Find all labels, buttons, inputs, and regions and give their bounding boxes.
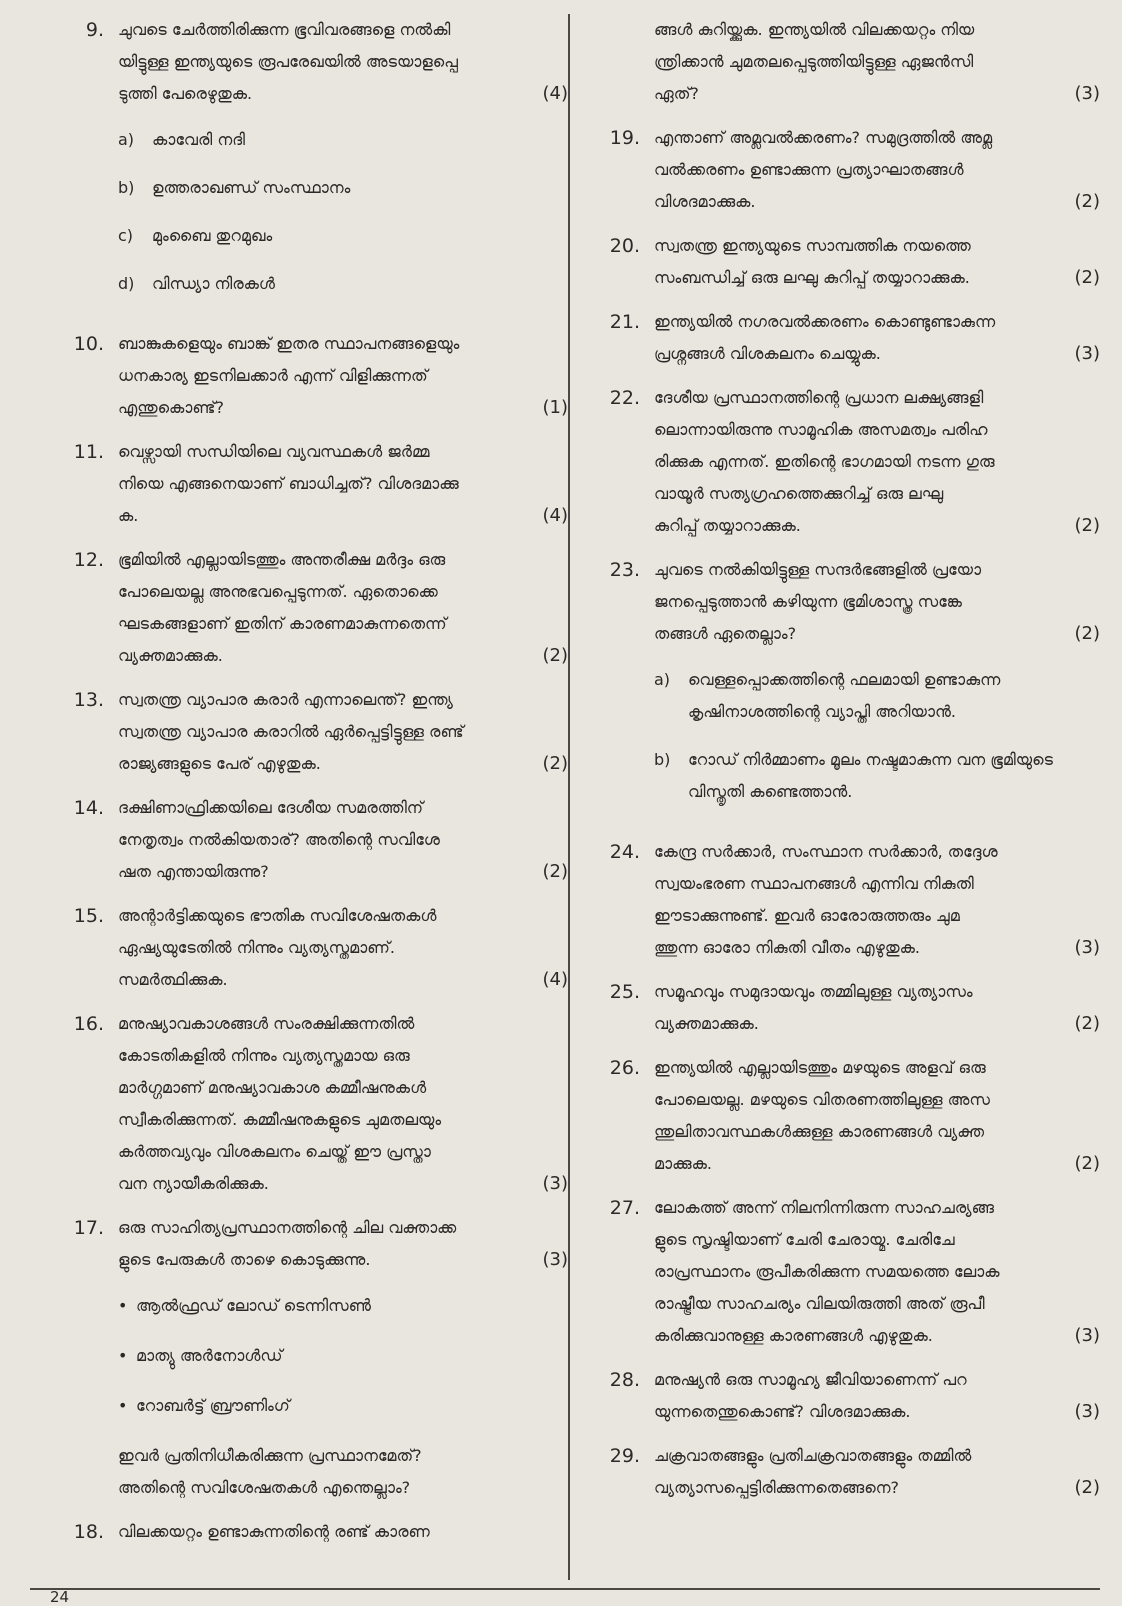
question-body [654, 306, 1100, 370]
bullet-item [118, 1290, 568, 1322]
question-line-text: പ്രശ്നങ്ങൾ വിശകലനം ചെയ്യുക. [654, 344, 881, 363]
question-line: ചുവടെ നൽകിയിട്ടുള്ള സന്ദർഭങ്ങളിൽ പ്രയോ [654, 560, 982, 579]
question-marks: (2) [542, 753, 568, 774]
question [604, 122, 1100, 218]
question-line [654, 1320, 1100, 1352]
question-line: ലൊന്നായിരുന്നു സാമൂഹിക അസമത്വം പരിഹ [654, 420, 988, 439]
question-number [604, 14, 654, 110]
question [604, 836, 1100, 964]
question-body [118, 792, 568, 888]
question-body [654, 554, 1100, 824]
question-line-text: ളുടെ പേരുകൾ താഴെ കൊടുക്കുന്നു. [118, 1250, 371, 1269]
page-number: 24 [50, 1588, 70, 1606]
sub-question-label: b) [118, 178, 135, 197]
sub-question-text: വിന്ധ്യാ നിരകൾ [152, 274, 275, 293]
question [604, 1192, 1100, 1352]
question-marks: (3) [542, 1249, 568, 1270]
bullet-item [118, 1340, 568, 1372]
question-line: ഇന്ത്യയിൽ എല്ലായിടത്തും മഴയുടെ അളവ് ഒരു [654, 1058, 986, 1077]
question-line [118, 500, 568, 532]
question-line [654, 1472, 1100, 1504]
question-line: ബാങ്കുകളെയും ബാങ്ക് ഇതര സ്ഥാപനങ്ങളെയും [118, 334, 460, 353]
question-marks: (4) [542, 969, 568, 990]
question-number: 27. [609, 1197, 640, 1219]
question-continuation [118, 1440, 568, 1504]
question-line-text: എന്തുകൊണ്ട്? [118, 398, 224, 417]
question-line: വെഴ്സായി സന്ധിയിലെ വ്യവസ്ഥകൾ ജർമ്മ [118, 442, 430, 461]
question [604, 14, 1100, 110]
question [604, 554, 1100, 824]
question-line: നേതൃത്വം നൽകിയതാര്? അതിന്റെ സവിശേ [118, 830, 440, 849]
question-line: ന്ത്രിക്കാൻ ചുമതലപ്പെടുത്തിയിട്ടുള്ള ഏജൻസി [654, 52, 974, 71]
bullet-text: മാത്യു അർനോൾഡ് [136, 1346, 283, 1365]
question-number: 10. [73, 333, 104, 355]
question-body [118, 14, 568, 316]
question-line [654, 932, 1100, 964]
question-line: അന്റാർട്ടിക്കയുടെ ഭൗതിക സവിശേഷതകൾ [118, 906, 437, 925]
question-line: ഭൂമിയിൽ എല്ലായിടത്തും അന്തരീക്ഷ മർദ്ദം ഒരു [118, 550, 446, 569]
question-line-text: ക. [118, 506, 139, 525]
bullet-dot-icon: • [118, 1396, 128, 1415]
question [68, 1212, 568, 1504]
question-line-text: സംബന്ധിച്ച് ഒരു ലഘു കുറിപ്പ് തയ്യാറാക്കുക. [654, 268, 970, 287]
question-number: 26. [609, 1057, 640, 1079]
question-line [654, 1396, 1100, 1428]
question [604, 230, 1100, 294]
question-body [654, 1192, 1100, 1352]
question-line-text: ടുത്തി പേരെഴുതുക. [118, 84, 253, 103]
question-line: കേന്ദ്ര സർക്കാർ, സംസ്ഥാന സർക്കാർ, തദ്ദേശ [654, 842, 998, 861]
question-line: ഇവർ പ്രതിനിധീകരിക്കുന്ന പ്രസ്ഥാനമേത്? [118, 1446, 422, 1465]
question [68, 328, 568, 424]
question-body [654, 230, 1100, 294]
sub-question-label: b) [654, 750, 671, 769]
question-line: ഈടാക്കുന്നുണ്ട്. ഇവർ ഓരോരുത്തരും ചുമ [654, 906, 960, 925]
question-number: 9. [85, 19, 104, 41]
question-line: അതിന്റെ സവിശേഷതകൾ എന്തെല്ലാം? [118, 1478, 411, 1497]
question-line-text: ഏത്? [654, 84, 699, 103]
question-number: 23. [609, 559, 640, 581]
question-line: ഇന്ത്യയിൽ നഗരവൽക്കരണം കൊണ്ടുണ്ടാകുന്ന [654, 312, 996, 331]
question-line: ചക്രവാതങ്ങളും പ്രതിചക്രവാതങ്ങളും തമ്മിൽ [654, 1446, 972, 1465]
question [604, 382, 1100, 542]
bullet-item [118, 1390, 568, 1422]
column-divider [568, 14, 570, 1580]
question-marks: (2) [542, 645, 568, 666]
question-line [654, 338, 1100, 370]
question-line: സ്വതന്ത്ര ഇന്ത്യയുടെ സാമ്പത്തിക നയത്തെ [654, 236, 971, 255]
question [68, 544, 568, 672]
bullet-dot-icon: • [118, 1296, 128, 1315]
question-line [654, 78, 1100, 110]
question-line: ഘടകങ്ങളാണ് ഇതിന് കാരണമാകുന്നതെന്ന് [118, 614, 447, 633]
sub-question-text: വെള്ളപ്പൊക്കത്തിന്റെ ഫലമായി ഉണ്ടാകുന്ന കൃഷിനാശത്തിന്റെ വ്യാപ്തി അറിയാൻ. [688, 670, 1001, 721]
question-body [654, 122, 1100, 218]
question [68, 792, 568, 888]
bullet-dot-icon: • [118, 1346, 128, 1365]
bottom-rule [30, 1588, 1100, 1590]
question-number: 11. [73, 441, 104, 463]
sub-question-text: കാവേരി നദി [152, 130, 245, 149]
sub-question [654, 664, 1100, 728]
question-marks: (2) [1074, 1153, 1100, 1174]
question-line: രാഷ്ട്രീയ സാഹചര്യം വിലയിരുത്തി അത് രൂപീ [654, 1294, 985, 1313]
question-line: ജനപ്പെടുത്താൻ കഴിയുന്ന ഭൂമിശാസ്ത്ര സങ്കേ [654, 592, 962, 611]
question-line: സ്വയംഭരണ സ്ഥാപനങ്ങൾ എന്നിവ നികുതി [654, 874, 974, 893]
sub-question [118, 172, 568, 204]
question-number: 18. [73, 1521, 104, 1543]
question-line: ധനകാര്യ ഇടനിലക്കാർ എന്ന് വിളിക്കുന്നത് [118, 366, 428, 385]
question-line: നിയെ എങ്ങനെയാണ് ബാധിച്ചത്? വിശദമാക്കു [118, 474, 459, 493]
sub-question-label: d) [118, 274, 135, 293]
question-line: വായൂർ സത്യഗ്രഹത്തെക്കുറിച്ച് ഒരു ലഘു [654, 484, 944, 503]
question [68, 14, 568, 316]
question-marks: (2) [1074, 623, 1100, 644]
question [604, 976, 1100, 1040]
question-line-text: യുന്നതെന്തുകൊണ്ട്? വിശദമാക്കുക. [654, 1402, 911, 1421]
question-line: സ്വതന്ത്ര വ്യാപാര കരാർ എന്നാലെന്ത്? ഇന്ത്യ [118, 690, 453, 709]
left-column [68, 14, 568, 1560]
question-body [118, 1008, 568, 1200]
question-body [118, 1212, 568, 1504]
question-marks: (2) [1074, 515, 1100, 536]
question-body [118, 544, 568, 672]
sub-question-text: മുംബൈ തുറമുഖം [152, 226, 273, 245]
question-line: കർത്തവ്യവും വിശകലനം ചെയ്ത് ഈ പ്രസ്താ [118, 1142, 431, 1161]
question-line [118, 640, 568, 672]
question-line: മനുഷ്യാവകാശങ്ങൾ സംരക്ഷിക്കുന്നതിൽ [118, 1014, 415, 1033]
sub-question [118, 124, 568, 156]
sub-question-label: a) [654, 670, 671, 689]
question-body [118, 436, 568, 532]
question-line [118, 964, 568, 996]
question-line-text: മാക്കുക. [654, 1154, 712, 1173]
question-line [654, 510, 1100, 542]
question-line: രിക്കുക എന്നത്. ഇതിന്റെ ഭാഗമായി നടന്ന ഗുരു [654, 452, 995, 471]
question-body [118, 328, 568, 424]
question-line [654, 618, 1100, 650]
question-line-text: കരിക്കുവാനുള്ള കാരണങ്ങൾ എഴുതുക. [654, 1326, 933, 1345]
question-line-text: കുറിപ്പ് തയ്യാറാക്കുക. [654, 516, 801, 535]
question-body [118, 900, 568, 996]
question-body [654, 836, 1100, 964]
question [68, 1008, 568, 1200]
question-number: 29. [609, 1445, 640, 1467]
question-body [654, 14, 1100, 110]
question-number: 20. [609, 235, 640, 257]
question-marks: (1) [542, 397, 568, 418]
question [604, 306, 1100, 370]
question [604, 1364, 1100, 1428]
question-body [654, 1052, 1100, 1180]
question [68, 900, 568, 996]
question-marks: (3) [542, 1173, 568, 1194]
question-line: എന്താണ് അമ്ലവൽക്കരണം? സമുദ്രത്തിൽ അമ്ല [654, 128, 993, 147]
question-number: 13. [73, 689, 104, 711]
question-line [118, 856, 568, 888]
question-marks: (2) [1074, 1477, 1100, 1498]
question-marks: (2) [1074, 267, 1100, 288]
question-line: വിലക്കയറ്റം ഉണ്ടാകുന്നതിന്റെ രണ്ട് കാരണ [118, 1522, 430, 1541]
question-line: മാർഗ്ഗമാണ് മനുഷ്യാവകാശ കമ്മീഷനുകൾ [118, 1078, 427, 1097]
question-number: 14. [73, 797, 104, 819]
right-column [604, 14, 1100, 1516]
question-line-text: സമർത്ഥിക്കുക. [118, 970, 228, 989]
question-line: ചുവടെ ചേർത്തിരിക്കുന്ന ഭൂവിവരങ്ങളെ നൽകി [118, 20, 451, 39]
question-line-text: വന ന്യായീകരിക്കുക. [118, 1174, 269, 1193]
sub-question-label: c) [118, 226, 134, 245]
question-number: 17. [73, 1217, 104, 1239]
question-marks: (2) [1074, 1013, 1100, 1034]
question-line-text: രാജ്യങ്ങളുടെ പേര് എഴുതുക. [118, 754, 321, 773]
sub-question [118, 268, 568, 300]
question [68, 684, 568, 780]
bullet-text: റോബർട്ട് ബ്രൗണിംഗ് [136, 1396, 290, 1415]
question-body [654, 1440, 1100, 1504]
question-line: വൽക്കരണം ഉണ്ടാക്കുന്ന പ്രത്യാഘാതങ്ങൾ [654, 160, 964, 179]
question-line [654, 1008, 1100, 1040]
question-line: ന്തുലിതാവസ്ഥകൾക്കുള്ള കാരണങ്ങൾ വ്യക്ത [654, 1122, 985, 1141]
question-number: 25. [609, 981, 640, 1003]
question-line [118, 1244, 568, 1276]
question [68, 1516, 568, 1548]
sub-question [654, 744, 1100, 808]
question-number: 24. [609, 841, 640, 863]
question-number: 19. [609, 127, 640, 149]
question-marks: (2) [1074, 191, 1100, 212]
question-body [654, 976, 1100, 1040]
question-line: ഏഷ്യയുടേതിൽ നിന്നും വ്യത്യസ്തമാണ്. [118, 938, 395, 957]
question [604, 1440, 1100, 1504]
question-line: ദേശീയ പ്രസ്ഥാനത്തിന്റെ പ്രധാന ലക്ഷ്യങ്ങളി [654, 388, 984, 407]
question-line [118, 748, 568, 780]
question-line-text: ഷത എന്തായിരുന്നു? [118, 862, 269, 881]
question-line [118, 78, 568, 110]
question-line-text: വ്യക്തമാക്കുക. [654, 1014, 759, 1033]
question-marks: (4) [542, 505, 568, 526]
question-number: 15. [73, 905, 104, 927]
question-body [118, 1516, 568, 1548]
question [68, 436, 568, 532]
question-line-text: വ്യത്യാസപ്പെട്ടിരിക്കുന്നതെങ്ങനെ? [654, 1478, 899, 1497]
question-line: സ്വതന്ത്ര വ്യാപാര കരാറിൽ ഏർപ്പെട്ടിട്ടുള്ള രണ്ട് [118, 722, 464, 741]
question-body [118, 684, 568, 780]
question-line-text: തങ്ങൾ ഏതെല്ലാം? [654, 624, 797, 643]
question-line-text: വിശദമാക്കുക. [654, 192, 756, 211]
question-marks: (3) [1074, 1325, 1100, 1346]
question-line: ഒരു സാഹിത്യപ്രസ്ഥാനത്തിന്റെ ചില വക്താക്ക [118, 1218, 457, 1237]
question-line [654, 262, 1100, 294]
question-line: സ്വീകരിക്കുന്നത്. കമ്മീഷനുകളുടെ ചുമതലയും [118, 1110, 442, 1129]
question-marks: (3) [1074, 1401, 1100, 1422]
question-line: മനുഷ്യൻ ഒരു സാമൂഹ്യ ജീവിയാണെന്ന് പറ [654, 1370, 967, 1389]
question-line: പോലെയല്ല അനുഭവപ്പെടുന്നത്. ഏതൊക്കെ [118, 582, 438, 601]
question-marks: (2) [542, 861, 568, 882]
question-marks: (3) [1074, 83, 1100, 104]
question-line: യിട്ടുള്ള ഇന്ത്യയുടെ രൂപരേഖയിൽ അടയാളപ്പെ [118, 52, 458, 71]
question-marks: (3) [1074, 937, 1100, 958]
question-line: ളുടെ സൃഷ്ടിയാണ് ചേരി ചേരായ്മ. ചേരിചേ [654, 1230, 955, 1249]
sub-question-text: റോഡ് നിർമ്മാണം മൂലം നഷ്ടമാകുന്ന വന ഭൂമിയുടെ വിസ്തൃതി കണ്ടെത്താൻ. [688, 750, 1053, 801]
bullet-text: ആൽഫ്രഡ് ലോഡ് ടെന്നിസൺ [136, 1296, 372, 1315]
question-body [654, 1364, 1100, 1428]
question-marks: (4) [542, 83, 568, 104]
question-number: 16. [73, 1013, 104, 1035]
sub-question-text: ഉത്തരാഖണ്ഡ് സംസ്ഥാനം [152, 178, 351, 197]
question-line: ലോകത്ത് അന്ന് നിലനിന്നിരുന്ന സാഹചര്യങ്ങ [654, 1198, 994, 1217]
question-line-text: വ്യക്തമാക്കുക. [118, 646, 223, 665]
question-body [654, 382, 1100, 542]
question-number: 21. [609, 311, 640, 333]
question-line [118, 392, 568, 424]
question-line: പോലെയല്ല. മഴയുടെ വിതരണത്തിലുള്ള അസ [654, 1090, 990, 1109]
question-line: രാപ്രസ്ഥാനം രൂപീകരിക്കുന്ന സമയത്തെ ലോക [654, 1262, 1000, 1281]
question-line-text: ത്തുന്ന ഓരോ നികുതി വീതം എഴുതുക. [654, 938, 920, 957]
question-line [118, 1168, 568, 1200]
sub-question [118, 220, 568, 252]
sub-question-label: a) [118, 130, 135, 149]
question-number: 28. [609, 1369, 640, 1391]
question [604, 1052, 1100, 1180]
question-number: 12. [73, 549, 104, 571]
question-marks: (3) [1074, 343, 1100, 364]
question-line [654, 186, 1100, 218]
question-line: ദക്ഷിണാഫ്രിക്കയിലെ ദേശീയ സമരത്തിന് [118, 798, 424, 817]
question-line: കോടതികളിൽ നിന്നും വ്യത്യസ്തമായ ഒരു [118, 1046, 410, 1065]
question-line: ങ്ങൾ കുറിയ്ക്കുക. ഇന്ത്യയിൽ വിലക്കയറ്റം നിയ [654, 20, 975, 39]
question-line: സമൂഹവും സമുദായവും തമ്മിലുള്ള വ്യത്യാസം [654, 982, 973, 1001]
question-number: 22. [609, 387, 640, 409]
question-line [654, 1148, 1100, 1180]
